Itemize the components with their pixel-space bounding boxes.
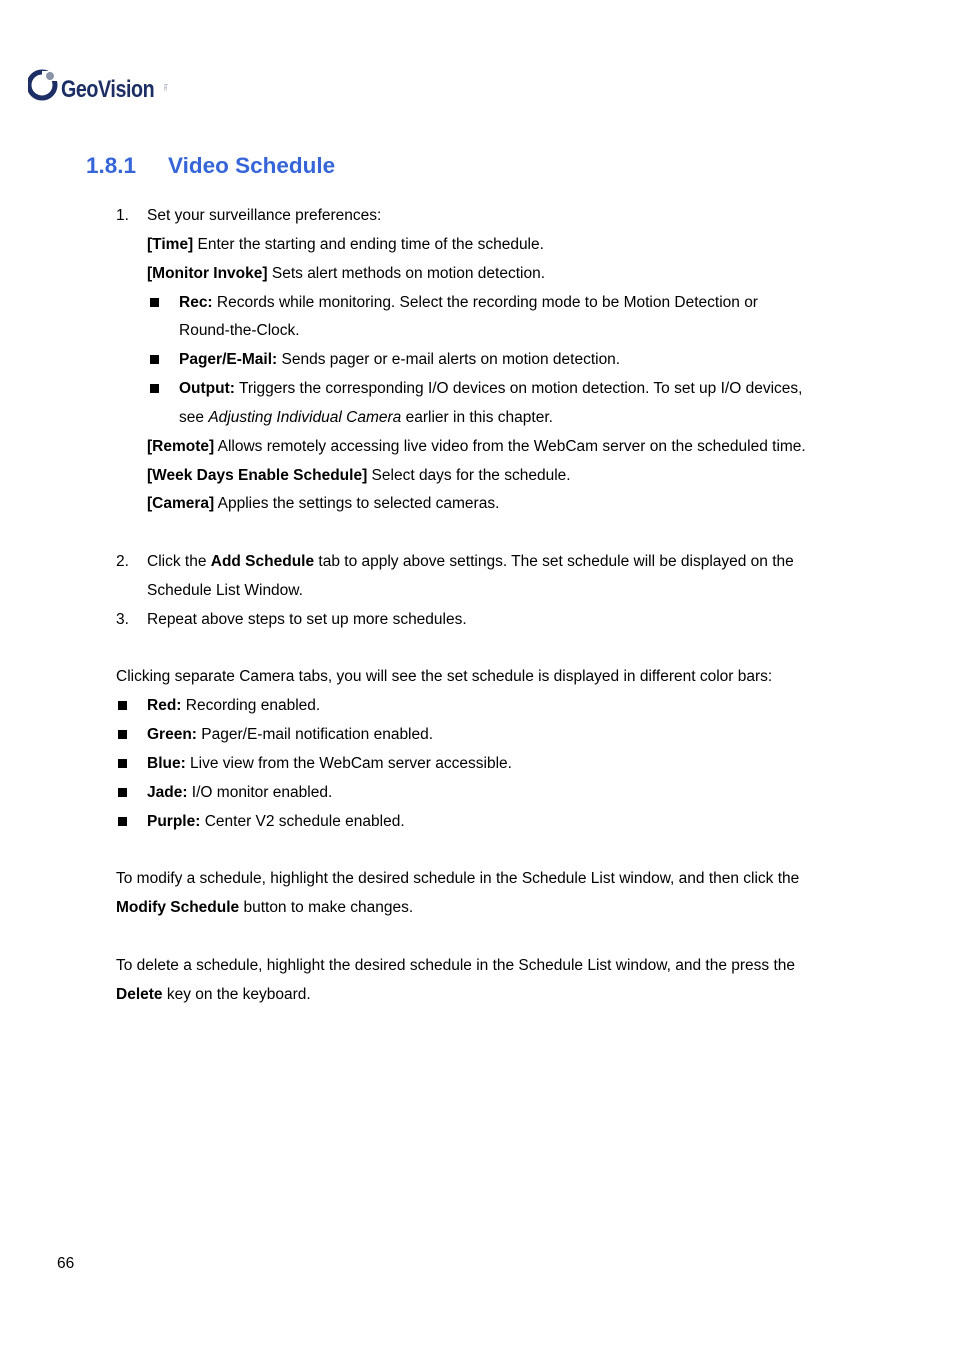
step-2-post: tab to apply above settings. The set schedule will be displayed on the xyxy=(314,553,794,570)
modify-paragraph: To modify a schedule, highlight the desired schedule in the Schedule List window, and then click the xyxy=(116,870,800,887)
step-1-marker: 1. xyxy=(116,207,129,224)
step-2-pre: Click the xyxy=(147,553,211,570)
section-heading xyxy=(86,153,335,179)
section-title: Video Schedule xyxy=(168,153,336,178)
monitor-text: Sets alert methods on motion detection. xyxy=(267,265,545,282)
add-schedule-label: Add Schedule xyxy=(210,553,315,570)
week-label: [Week Days Enable Schedule] xyxy=(147,467,368,484)
remote-text: Allows remotely accessing live video from the WebCam server on the scheduled time. xyxy=(214,438,806,455)
monitor-label: [Monitor Invoke] xyxy=(147,265,268,282)
square-bullet-icon xyxy=(118,701,127,710)
logo-trademark: Inc. xyxy=(162,84,168,93)
time-setting xyxy=(147,235,544,255)
square-bullet-icon xyxy=(118,730,127,739)
camera-setting xyxy=(147,494,499,514)
color-bars-intro: Clicking separate Camera tabs, you will see the set schedule is displayed in different color bars: xyxy=(116,668,773,685)
output-item-continuation xyxy=(179,408,553,428)
step-2-continuation: Schedule List Window. xyxy=(147,582,303,599)
delete-paragraph: To delete a schedule, highlight the desired schedule in the Schedule List window, and the press the xyxy=(116,957,796,974)
color-item-blue xyxy=(147,754,512,774)
camera-label: [Camera] xyxy=(147,495,215,512)
color-text: Live view from the WebCam server accessible. xyxy=(185,755,512,772)
remote-setting xyxy=(147,437,806,457)
time-text: Enter the starting and ending time of the schedule. xyxy=(193,236,544,253)
rec-item xyxy=(179,293,758,313)
geovision-logo-icon xyxy=(28,68,62,102)
pager-label: Pager/E-Mail: xyxy=(179,351,278,368)
step-1-intro: Set your surveillance preferences: xyxy=(147,207,382,224)
delete-post: key on the keyboard. xyxy=(162,986,311,1003)
rec-item-continuation: Round-the-Clock. xyxy=(179,322,300,339)
delete-paragraph-continuation xyxy=(116,985,311,1005)
color-label: Jade: xyxy=(147,784,188,801)
output-see: see xyxy=(179,409,209,426)
rec-label: Rec: xyxy=(179,294,213,311)
output-text: Triggers the corresponding I/O devices on motion detection. To set up I/O devices, xyxy=(234,380,803,397)
rec-text: Records while monitoring. Select the recording mode to be Motion Detection or xyxy=(212,294,758,311)
square-bullet-icon xyxy=(150,298,159,307)
remote-label: [Remote] xyxy=(147,438,215,455)
pager-item xyxy=(179,350,620,370)
step-2-text xyxy=(147,552,794,572)
color-text: Pager/E-mail notification enabled. xyxy=(196,726,434,743)
week-text: Select days for the schedule. xyxy=(367,467,571,484)
week-days-setting xyxy=(147,466,571,486)
color-label: Blue: xyxy=(147,755,186,772)
color-item-red xyxy=(147,696,320,716)
color-item-purple xyxy=(147,812,405,832)
square-bullet-icon xyxy=(150,384,159,393)
delete-key-label: Delete xyxy=(116,986,163,1003)
color-label: Red: xyxy=(147,697,182,714)
square-bullet-icon xyxy=(118,817,127,826)
section-number: 1.8.1 xyxy=(86,153,137,178)
output-reference: Adjusting Individual Camera xyxy=(208,409,402,426)
color-text: I/O monitor enabled. xyxy=(187,784,333,801)
square-bullet-icon xyxy=(118,759,127,768)
monitor-invoke-setting xyxy=(147,264,545,284)
modify-post: button to make changes. xyxy=(239,899,414,916)
output-tail: earlier in this chapter. xyxy=(401,409,553,426)
output-item xyxy=(179,379,802,399)
step-3-marker: 3. xyxy=(116,611,129,628)
logo-text: GeoVision xyxy=(61,76,155,103)
pager-text: Sends pager or e-mail alerts on motion detection. xyxy=(277,351,621,368)
page-number: 66 xyxy=(57,1255,75,1272)
time-label: [Time] xyxy=(147,236,194,253)
modify-paragraph-continuation xyxy=(116,898,413,918)
color-item-green xyxy=(147,725,433,745)
output-label: Output: xyxy=(179,380,235,397)
color-label: Green: xyxy=(147,726,197,743)
color-text: Recording enabled. xyxy=(181,697,321,714)
color-item-jade xyxy=(147,783,332,803)
modify-schedule-label: Modify Schedule xyxy=(116,899,240,916)
step-3-text: Repeat above steps to set up more schedules. xyxy=(147,611,467,628)
square-bullet-icon xyxy=(118,788,127,797)
camera-text: Applies the settings to selected cameras. xyxy=(214,495,500,512)
step-2-marker: 2. xyxy=(116,553,129,570)
color-label: Purple: xyxy=(147,813,201,830)
square-bullet-icon xyxy=(150,355,159,364)
color-text: Center V2 schedule enabled. xyxy=(200,813,405,830)
